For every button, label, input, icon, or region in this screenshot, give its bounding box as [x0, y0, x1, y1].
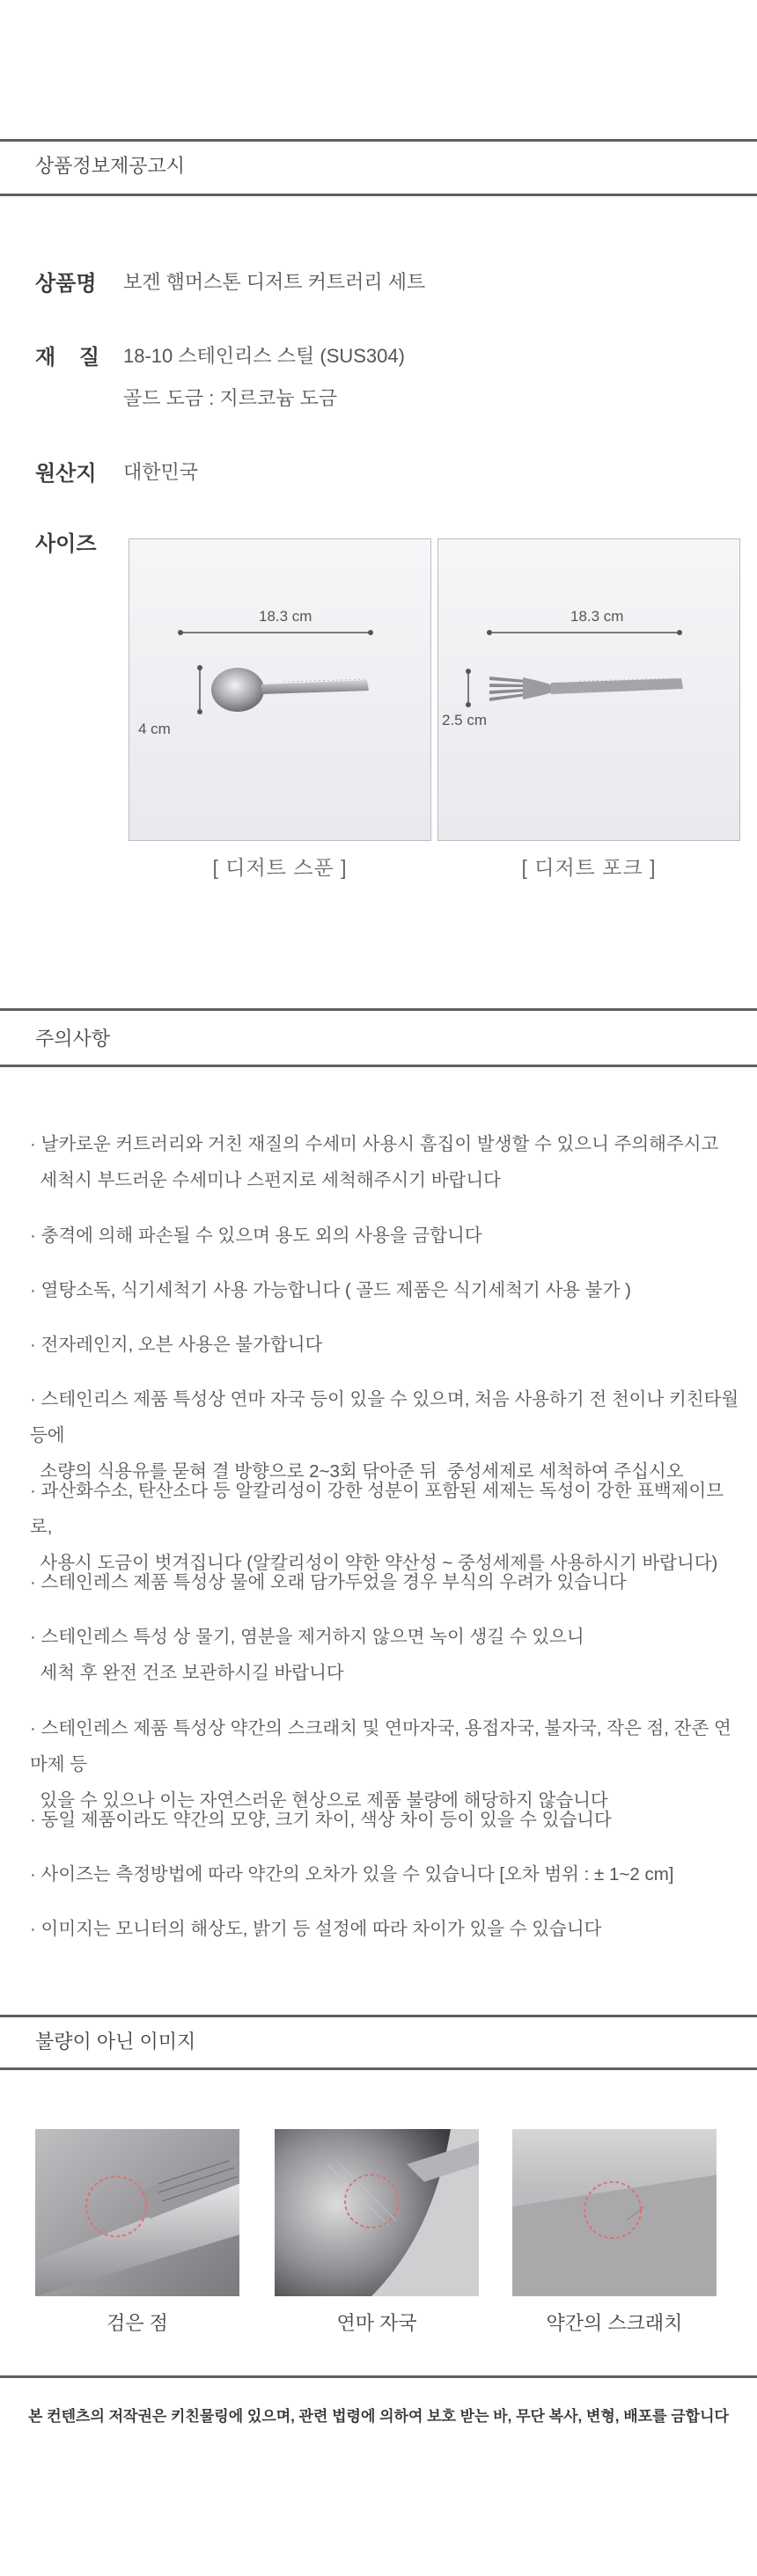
origin-value: 대한민국 [123, 461, 199, 483]
notice-section-title: 상품정보제공고시 [35, 155, 186, 177]
product-name-label: 상품명 [35, 272, 97, 296]
fork-caption: [ 디저트 포크 ] [521, 856, 657, 879]
caution-item: · 동일 제품이라도 약간의 모양, 크기 차이, 색상 차이 등이 있을 수 있습니다 [30, 1810, 612, 1830]
scratch-image [512, 2129, 717, 2296]
copyright-notice: 본 컨텐츠의 저작권은 키친물링에 있으며, 관련 법령에 의하여 보호 받는 바, 무단 복사, 변형, 배포를 금합니다 [28, 2408, 729, 2425]
dessert-fork-image [437, 538, 740, 841]
caution-bottom-rule [0, 1065, 757, 1067]
spoon-length-label: 18.3 cm [259, 608, 312, 625]
defect-section-title: 불량이 아닌 이미지 [35, 2031, 196, 2053]
caution-item: · 날카로운 커트러리와 거친 재질의 수세미 사용시 흠집이 발생할 수 있으니 주의해주시고 세척시 부드러운 수세미나 스펀지로 세척해주시기 바랍니다 [30, 1134, 719, 1190]
dessert-spoon-image [129, 538, 431, 841]
defect-bottom-rule [0, 2067, 757, 2070]
spoon-caption: [ 디저트 스푼 ] [212, 856, 348, 879]
caution-item: · 스테인레스 특성 상 물기, 염분을 제거하지 않으면 녹이 생길 수 있으니 세척 후 완전 건조 보관하시길 바랍니다 [30, 1627, 584, 1683]
black-spot-caption: 검은 점 [107, 2312, 168, 2334]
caution-item: · 스테인레스 제품 특성상 물에 오래 담가두었을 경우 부식의 우려가 있습니다 [30, 1572, 627, 1592]
caution-item: · 전자레인지, 오븐 사용은 불가합니다 [30, 1335, 323, 1355]
caution-top-rule [0, 1008, 757, 1011]
caution-item: · 과산화수소, 탄산소다 등 알칼리성이 강한 성분이 포함된 세제는 독성이 강한 표백제이므로, 사용시 도금이 벗겨집니다 (알칼리성이 약한 약산성 ~ 중성세제를 사용하시기 바랍니다) [30, 1481, 724, 1573]
product-name-value: 보겐 햄머스톤 디저트 커트러리 세트 [123, 271, 426, 293]
polishing-mark-caption: 연마 자국 [336, 2312, 417, 2334]
notice-bottom-rule [0, 194, 757, 196]
defect-top-rule [0, 2015, 757, 2017]
material-value-line2: 골드 도금 : 지르코늄 도금 [123, 387, 338, 409]
material-value-line1: 18-10 스테인리스 스틸 (SUS304) [123, 345, 405, 367]
material-label: 재 질 [35, 346, 100, 370]
caution-item: · 사이즈는 측정방법에 따라 약간의 오차가 있을 수 있습니다 [오차 범위 : ± 1~2 cm] [30, 1864, 674, 1884]
caution-item: · 충격에 의해 파손될 수 있으며 용도 외의 사용을 금합니다 [30, 1226, 482, 1246]
black-spot-image [35, 2129, 239, 2296]
notice-top-rule [0, 139, 757, 142]
fork-width-label: 2.5 cm [442, 712, 488, 728]
caution-item: · 스테인레스 제품 특성상 약간의 스크래치 및 연마자국, 용접자국, 불자국, 작은 점, 잔존 연마제 등 있을 수 있으나 이는 자연스러운 현상으로 제품 불량에 해당하지 않습니다 [30, 1718, 731, 1811]
caution-item: · 열탕소독, 식기세척기 사용 가능합니다 ( 골드 제품은 식기세척기 사용 불가 ) [30, 1280, 631, 1300]
size-label: 사이즈 [35, 532, 97, 556]
fork-illustration [438, 539, 741, 842]
caution-section-title: 주의사항 [35, 1028, 111, 1050]
spoon-width-label: 4 cm [138, 721, 171, 737]
caution-item: · 스테인리스 제품 특성상 연마 자국 등이 있을 수 있으며, 처음 사용하기 전 천이나 키친타월 등에 소량의 식용유를 묻혀 결 방향으로 2~3회 닦아준 뒤 중성세제로 세척하여 주십시오 [30, 1389, 739, 1482]
origin-label: 원산지 [35, 462, 97, 486]
spoon-illustration [129, 539, 432, 842]
polishing-mark-image [275, 2129, 479, 2296]
footer-rule [0, 2375, 757, 2378]
fork-length-label: 18.3 cm [570, 608, 624, 625]
scratch-caption: 약간의 스크래치 [546, 2312, 683, 2334]
caution-item: · 이미지는 모니터의 해상도, 밝기 등 설정에 따라 차이가 있을 수 있습니다 [30, 1919, 602, 1939]
